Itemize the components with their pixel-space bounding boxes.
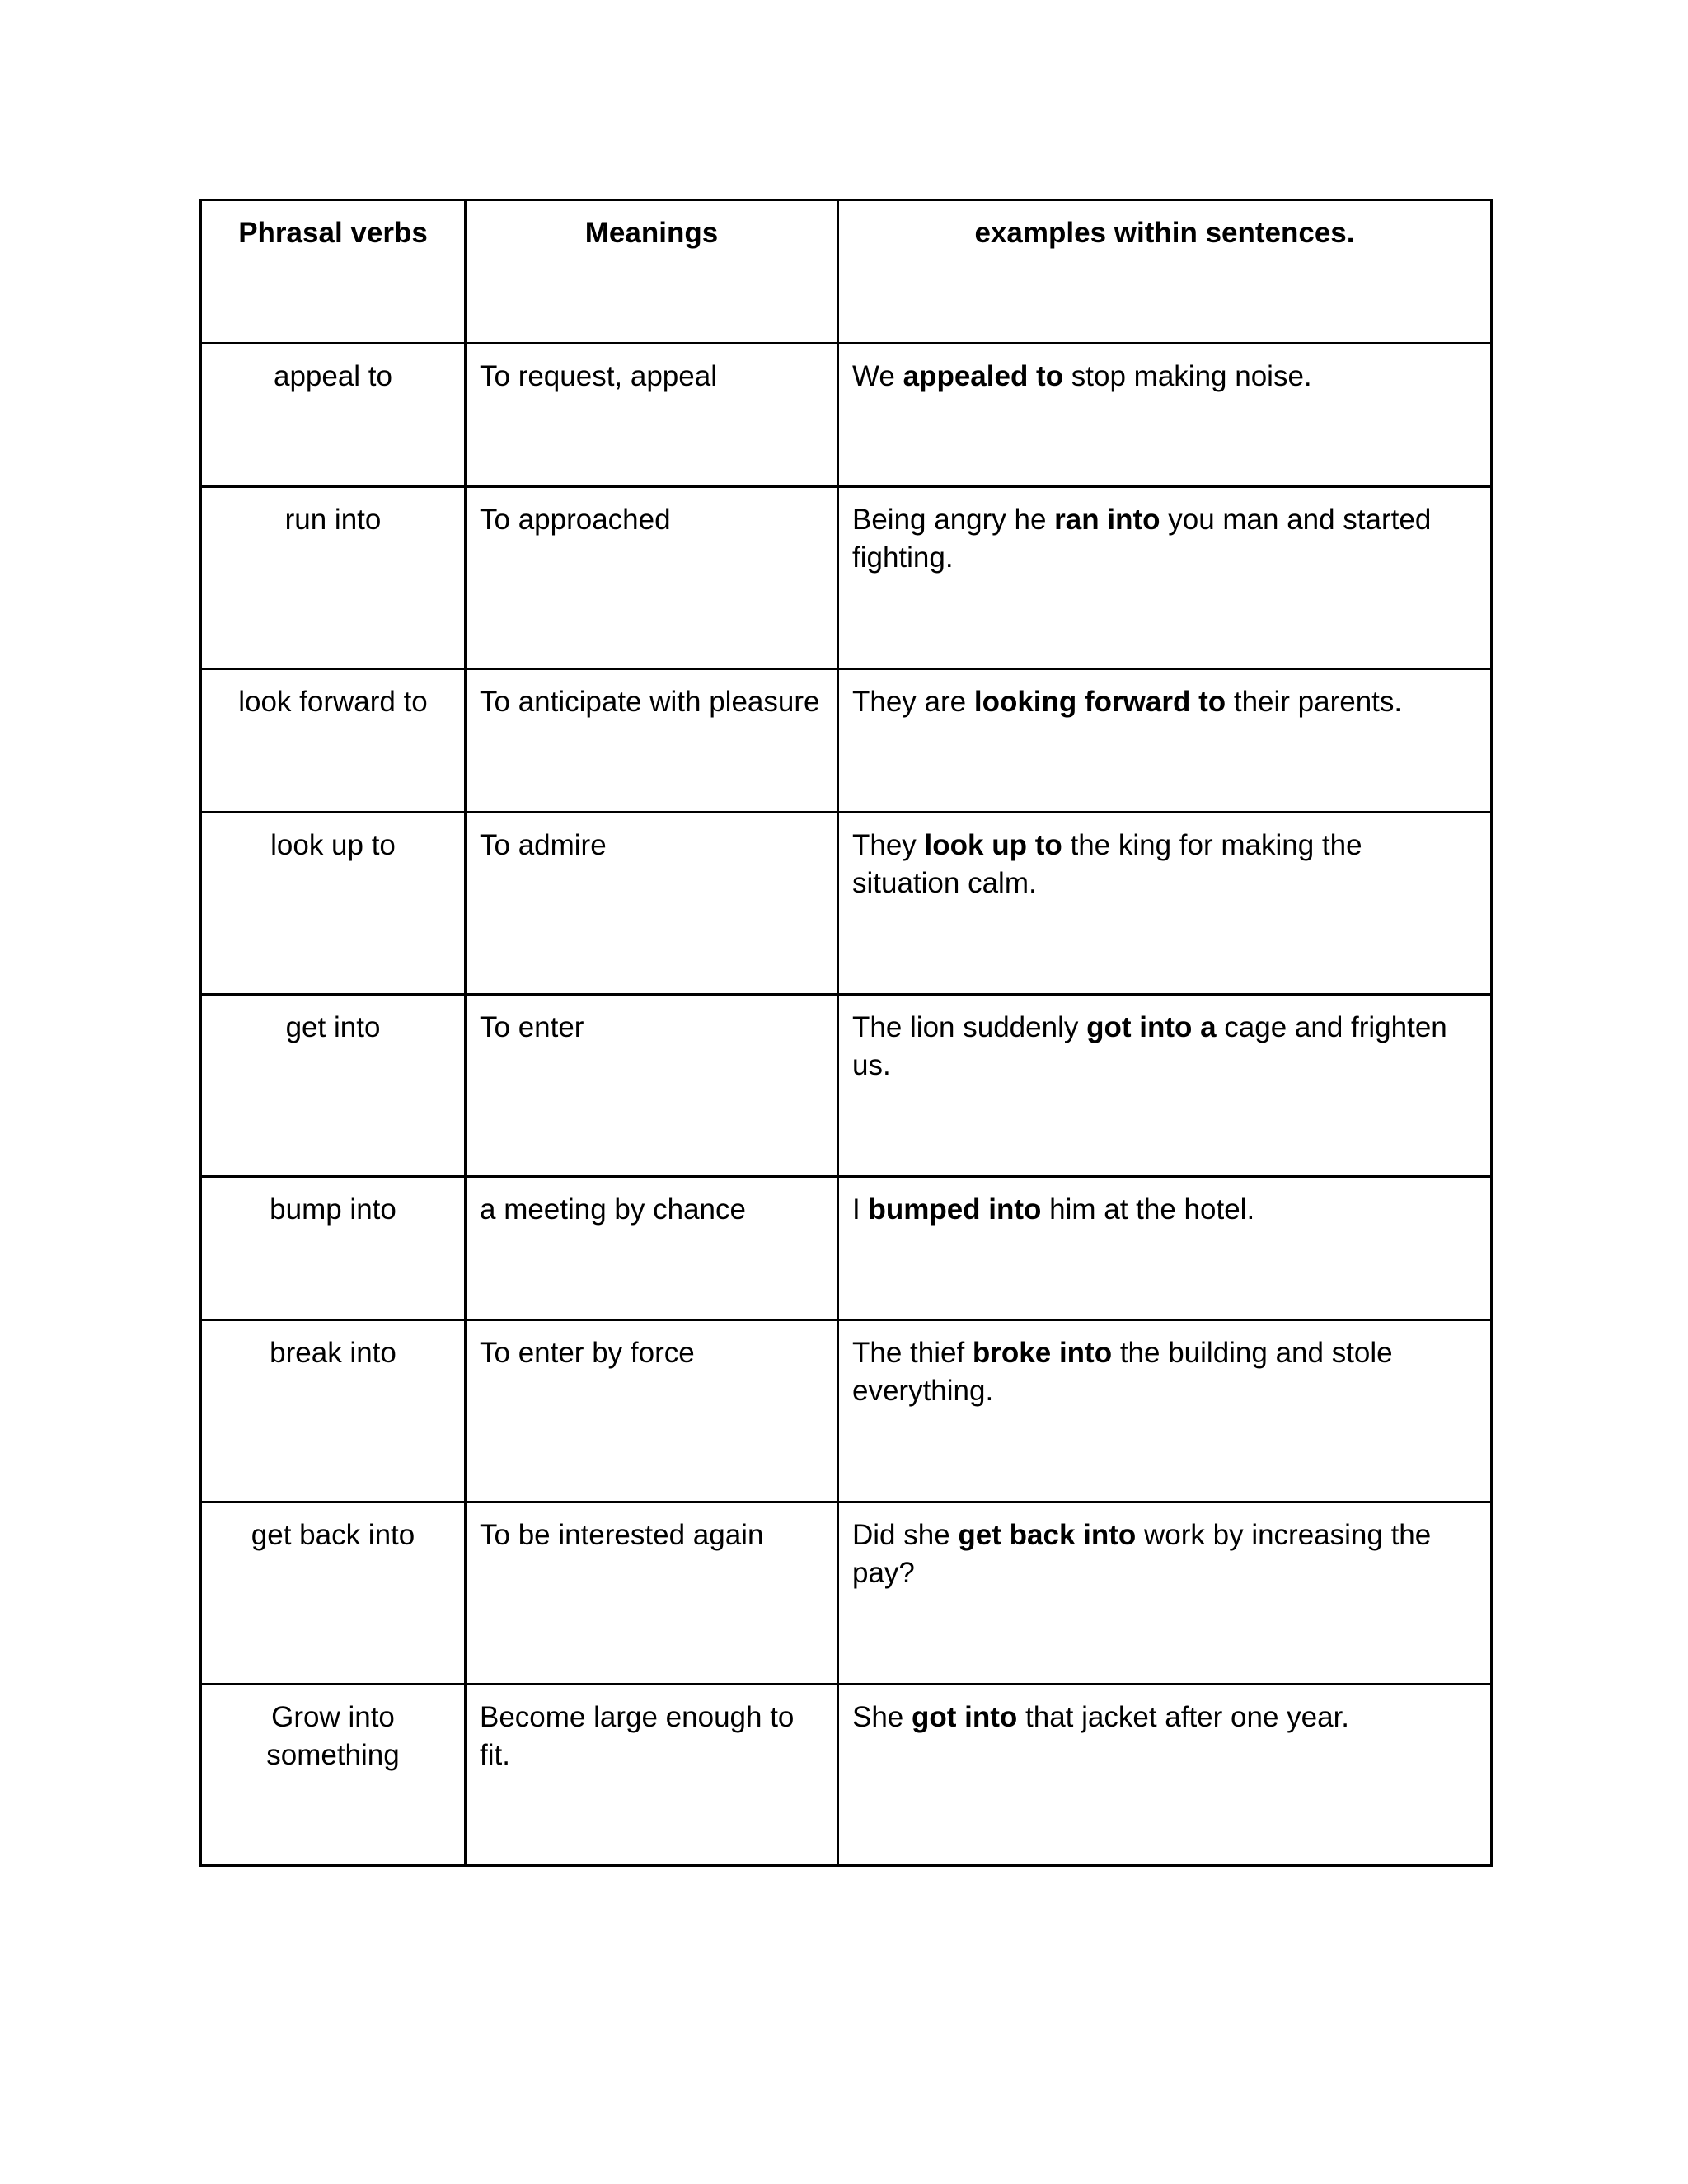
example-cell bbox=[838, 1502, 1492, 1685]
verb-cell: get back into bbox=[201, 1502, 466, 1685]
header-examples: examples within sentences. bbox=[838, 200, 1492, 344]
example-text: cage and frighten us. bbox=[852, 1011, 1447, 1081]
meaning-cell: Become large enough to fit. bbox=[466, 1685, 838, 1866]
header-meanings: Meanings bbox=[466, 200, 838, 344]
table-row bbox=[201, 813, 1492, 995]
table-row bbox=[201, 669, 1492, 813]
table-header-row bbox=[201, 200, 1492, 344]
example-phrasal-verb: broke into bbox=[972, 1337, 1113, 1369]
example-text: The lion suddenly bbox=[852, 1011, 1087, 1043]
verb-cell: get into bbox=[201, 995, 466, 1177]
verb-cell: appeal to bbox=[201, 344, 466, 487]
example-text: that jacket after one year. bbox=[1017, 1701, 1350, 1733]
meaning-cell: To admire bbox=[466, 813, 838, 995]
meaning-cell: To approached bbox=[466, 487, 838, 669]
phrasal-verbs-table bbox=[199, 199, 1493, 1867]
example-cell bbox=[838, 1177, 1492, 1320]
example-cell bbox=[838, 1685, 1492, 1866]
example-text: the king for making the situation calm. bbox=[852, 829, 1362, 899]
verb-cell: Grow into something bbox=[201, 1685, 466, 1866]
table-row bbox=[201, 1685, 1492, 1866]
example-phrasal-verb: bumped into bbox=[868, 1193, 1042, 1226]
example-text: stop making noise. bbox=[1063, 360, 1312, 392]
example-text: you man and started fighting. bbox=[852, 504, 1432, 574]
example-text: I bbox=[852, 1193, 869, 1226]
example-text: She bbox=[852, 1701, 912, 1733]
example-cell bbox=[838, 813, 1492, 995]
meaning-cell: To request, appeal bbox=[466, 344, 838, 487]
example-text: We bbox=[852, 360, 903, 392]
example-cell bbox=[838, 669, 1492, 813]
example-phrasal-verb: looking forward to bbox=[973, 686, 1226, 718]
header-phrasal-verbs: Phrasal verbs bbox=[201, 200, 466, 344]
table-row bbox=[201, 1502, 1492, 1685]
verb-cell: look up to bbox=[201, 813, 466, 995]
meaning-cell: To be interested again bbox=[466, 1502, 838, 1685]
meaning-cell: To anticipate with pleasure bbox=[466, 669, 838, 813]
meaning-cell: To enter bbox=[466, 995, 838, 1177]
example-text: Being angry he bbox=[852, 504, 1055, 536]
table-row bbox=[201, 995, 1492, 1177]
example-cell bbox=[838, 344, 1492, 487]
example-phrasal-verb: ran into bbox=[1054, 504, 1160, 536]
example-cell bbox=[838, 1320, 1492, 1502]
meaning-cell: To enter by force bbox=[466, 1320, 838, 1502]
example-phrasal-verb: get back into bbox=[958, 1519, 1137, 1551]
example-phrasal-verb: look up to bbox=[924, 829, 1062, 861]
example-text: The thief bbox=[852, 1337, 973, 1369]
example-cell bbox=[838, 995, 1492, 1177]
table-row bbox=[201, 344, 1492, 487]
example-text: him at the hotel. bbox=[1041, 1193, 1255, 1226]
table-row bbox=[201, 1320, 1492, 1502]
verb-cell: break into bbox=[201, 1320, 466, 1502]
example-cell bbox=[838, 487, 1492, 669]
example-text: the building and stole everything. bbox=[852, 1337, 1393, 1407]
example-text: work by increasing the pay? bbox=[852, 1519, 1432, 1589]
verb-cell: run into bbox=[201, 487, 466, 669]
example-text: Did she bbox=[852, 1519, 959, 1551]
verb-cell: bump into bbox=[201, 1177, 466, 1320]
verb-cell: look forward to bbox=[201, 669, 466, 813]
example-text: They are bbox=[852, 686, 974, 718]
table-row bbox=[201, 487, 1492, 669]
table-row bbox=[201, 1177, 1492, 1320]
example-text: their parents. bbox=[1226, 686, 1403, 718]
example-phrasal-verb: got into bbox=[912, 1701, 1018, 1733]
example-phrasal-verb: appealed to bbox=[903, 360, 1064, 392]
meaning-cell: a meeting by chance bbox=[466, 1177, 838, 1320]
example-phrasal-verb: got into a bbox=[1086, 1011, 1217, 1043]
example-text: They bbox=[852, 829, 925, 861]
